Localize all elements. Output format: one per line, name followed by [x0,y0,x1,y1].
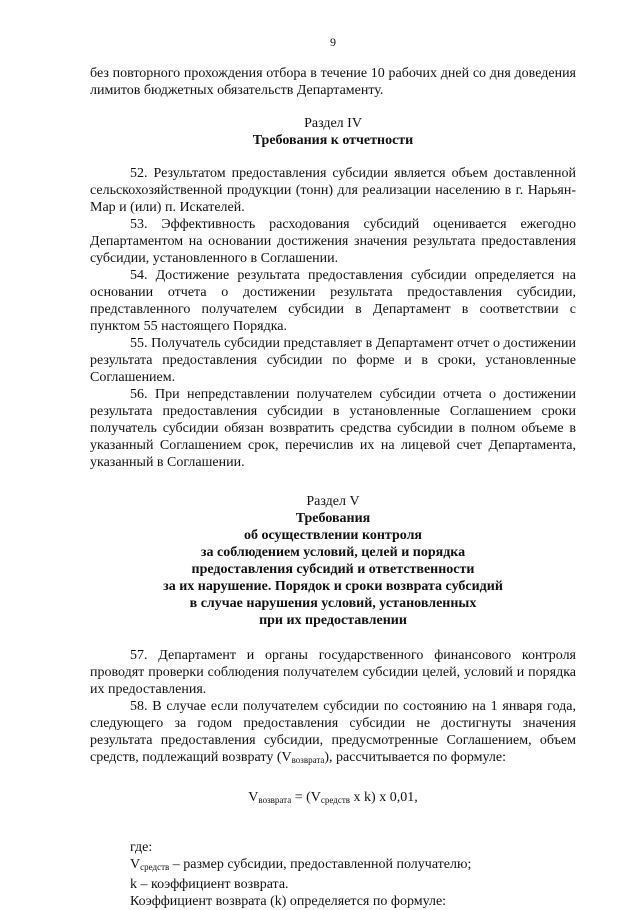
section-5-title-line: в случае нарушения условий, установленных [189,596,477,611]
formula-sub-return: возврата [258,795,292,805]
section-5-title-line: при их предоставлении [259,613,407,628]
paragraph-56: 56. При непредставлении получателем субсидии отчета о достижении результата предоставления субсидии в установленные Соглашением сроки получатель субсидии обязан возвратить средства субсидии в полном объеме в указанный Соглашением срок, перечислив их на лицевой счет Департамента, указанный в Соглашении. [90,387,576,470]
where-line-3: Коэффициент возврата (k) определяется по формуле: [130,894,447,909]
section-5-title-line: за соблюдением условий, целей и порядка [200,545,466,560]
formula-v: V [248,790,259,805]
paragraph-57: 57. Департамент и органы государственного финансового контроля проводят проверки соблюдения получателем субсидии целей, условий и порядка их предоставления. [90,648,576,697]
section-5-title-line: предоставления субсидий и ответственности [191,562,475,577]
section-4-title: Требования к отчетности [252,133,414,148]
section-5-title-line: за их нарушение. Порядок и сроки возврата субсидий [163,579,503,594]
return-formula [90,789,576,809]
where-line-1 [90,856,576,876]
section-5-title [90,510,576,629]
where-sub-funds: средств [140,862,170,872]
where-line-1-text: – размер субсидии, предоставленной получателю; [169,857,472,872]
paragraph-52: 52. Результатом предоставления субсидии является объем доставленной сельскохозяйственной продукции (тонн) для реализации населению в г. Нарьян-Мар и (или) п. Искателей. [90,166,576,215]
paragraph-53: 53. Эффективность расходования субсидий оценивается ежегодно Департаментом на основании достижения значения результата предоставления субсидии, установленного в Соглашении. [90,217,576,266]
where-line-2: k – коэффициент возврата. [130,877,289,892]
page-number: 9 [330,35,336,49]
section-5-title-line: об осуществлении контроля [244,528,422,543]
section-4-label: Раздел IV [304,116,362,131]
intro-paragraph: без повторного прохождения отбора в течение 10 рабочих дней со дня доведения лимитов бюджетных обязательств Департаменту. [90,66,576,98]
paragraph-58-subscript: возврата [291,755,325,765]
paragraph-58-end: ), рассчитывается по формуле: [324,750,506,765]
formula-sub-funds: средств [320,795,351,805]
formula-rest: x k) x 0,01, [350,790,418,805]
where-label: где: [130,840,153,855]
section-5-label: Раздел V [306,494,360,509]
formula-middle: = (V [291,790,321,805]
paragraph-58 [90,698,576,769]
paragraph-55: 55. Получатель субсидии представляет в Департамент отчет о достижении результата предоставления субсидии по форме и в сроки, установленные Соглашением. [90,336,576,385]
where-v: V [130,857,141,872]
section-5-title-line: Требования [295,511,371,526]
paragraph-58-text: 58. В случае если получателем субсидии по состоянию на 1 января года, следующего за годом предоставления субсидии не достигнуты значения результата предоставления субсидии, предусмотренные Соглашением, объем средств, подлежащий возврату (V [90,699,576,765]
paragraph-54: 54. Достижение результата предоставления субсидии определяется на основании отчета о достижении результата предоставления субсидии, представленного получателем субсидии в Департамент в соответствии с пунктом 55 настоящего Порядка. [90,268,576,334]
